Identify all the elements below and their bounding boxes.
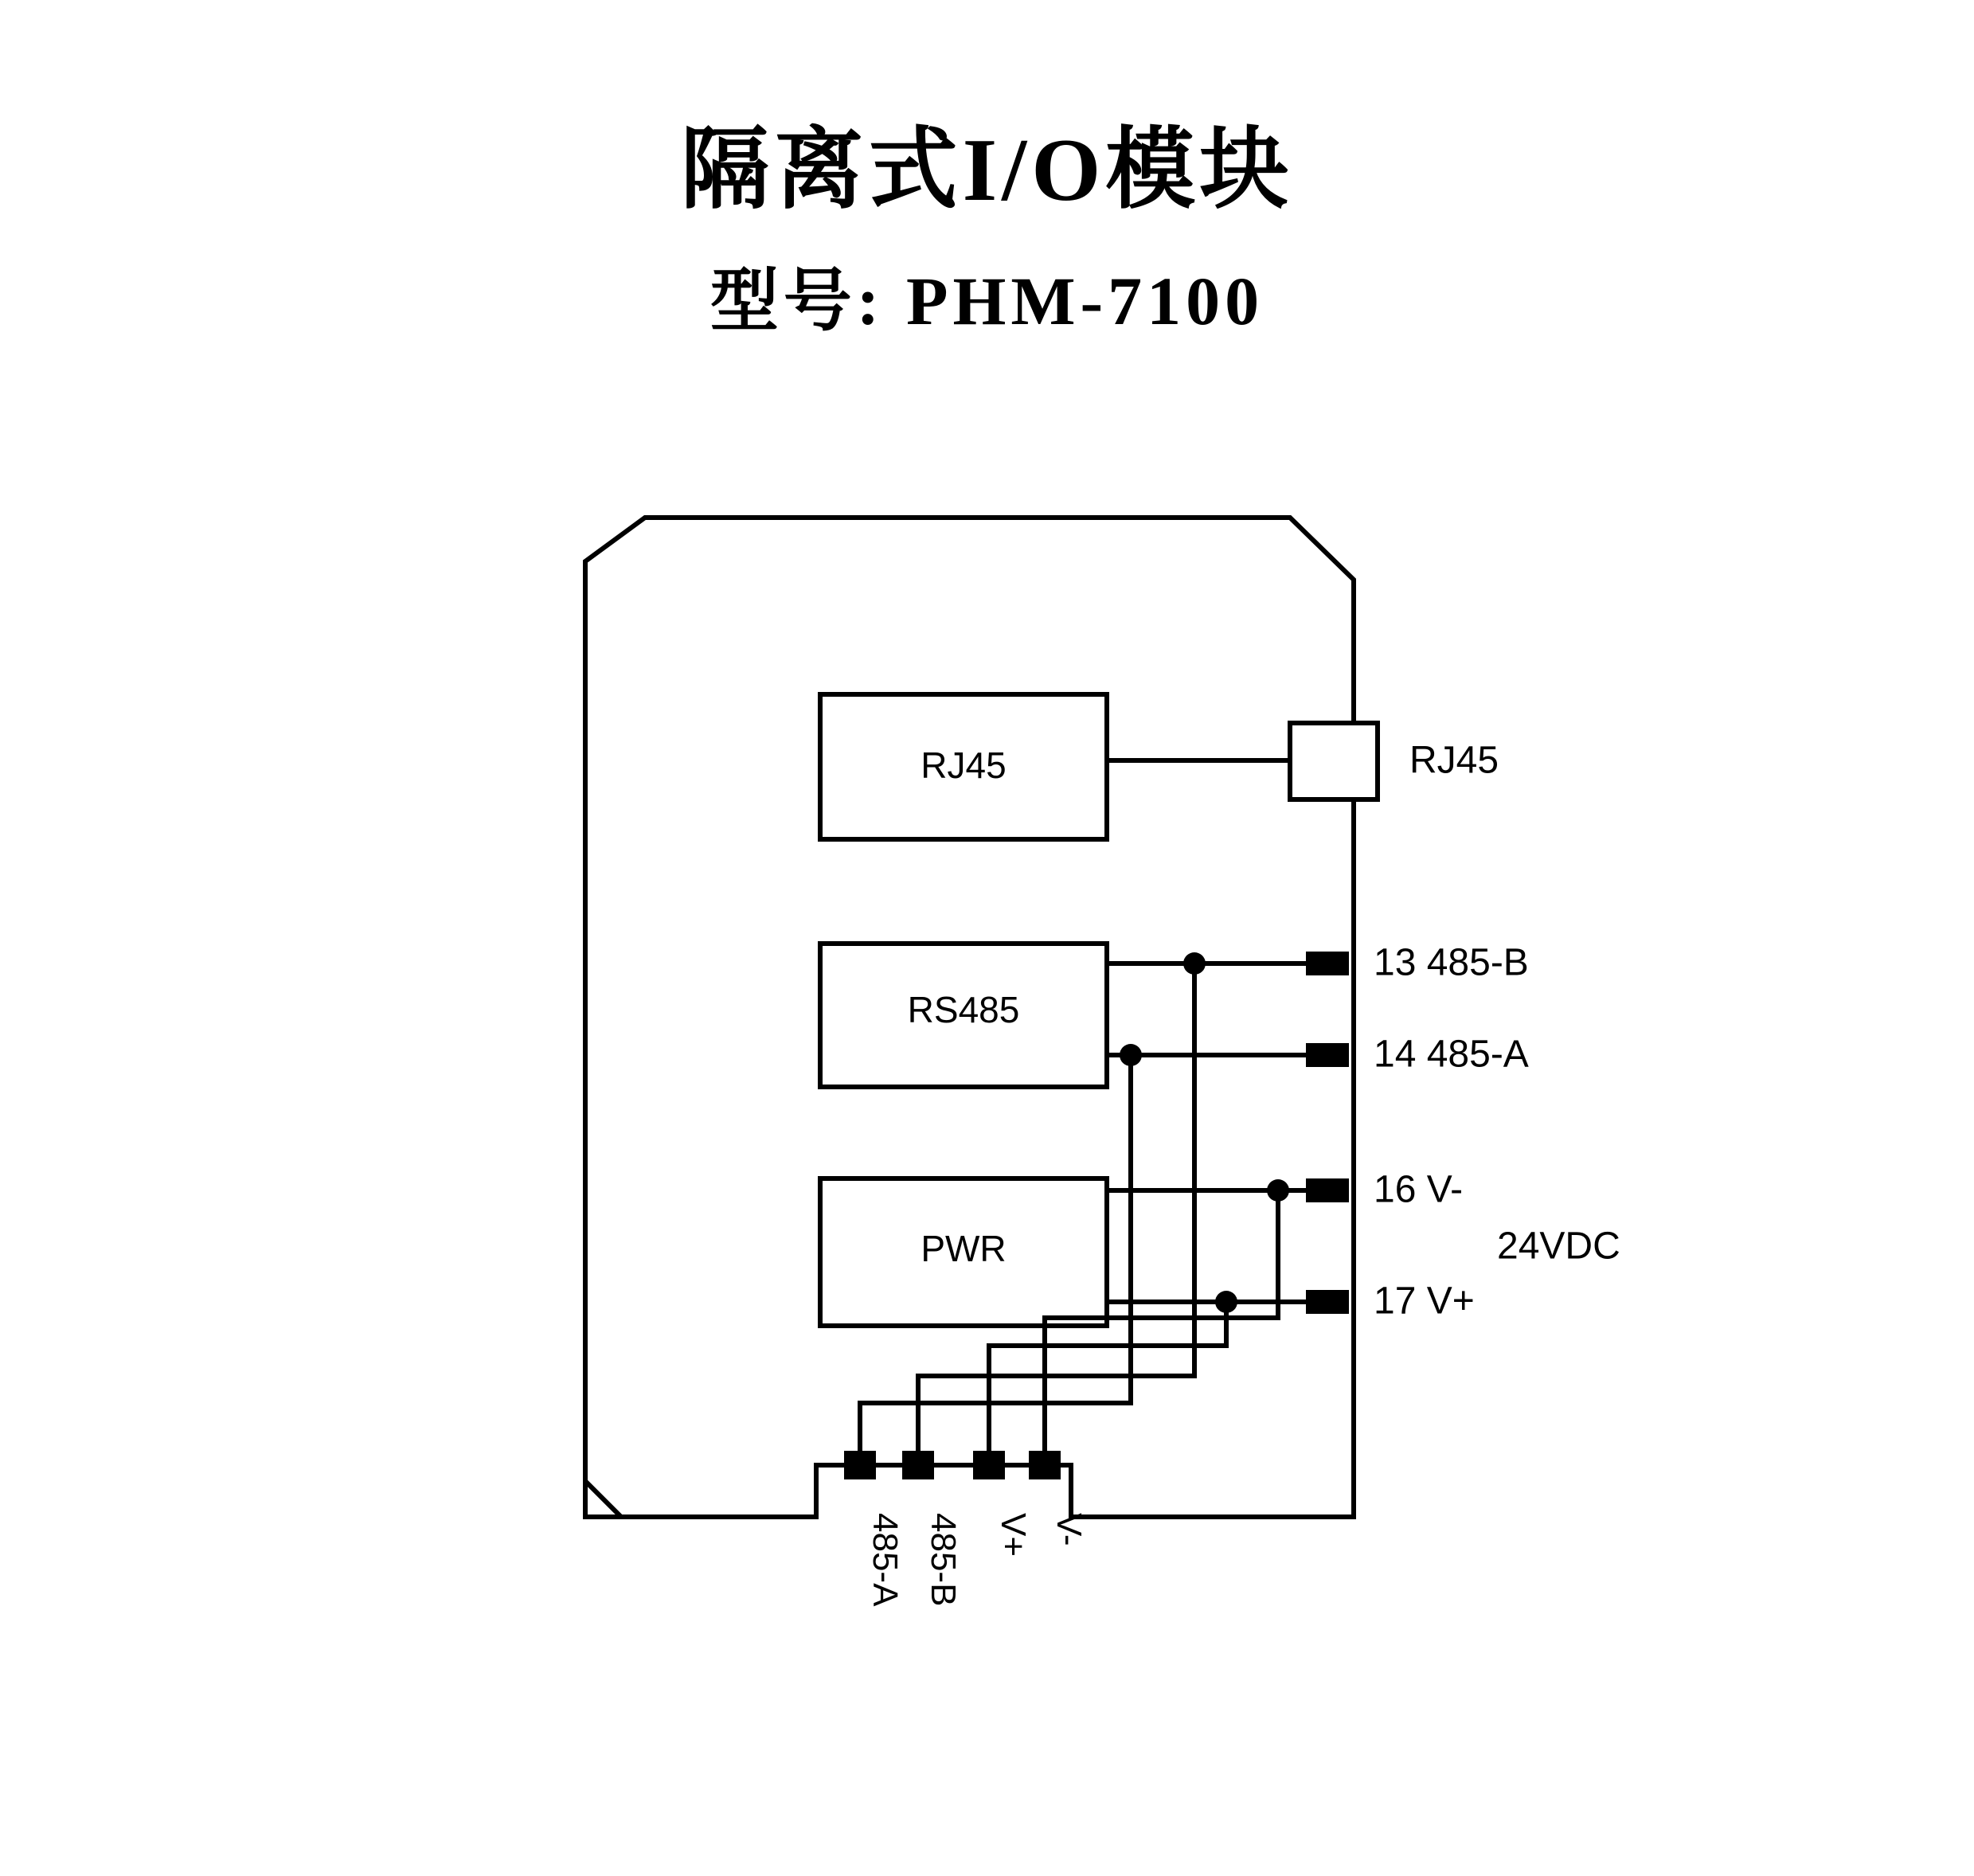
page-title: 隔离式I/O模块 (680, 121, 1294, 220)
bottom-pad-485b (902, 1451, 934, 1479)
power-note: 24VDC (1497, 1225, 1620, 1268)
rs485-block-label: RS485 (907, 989, 1020, 1031)
bottom-terminal-label-vplus: V+ (994, 1513, 1033, 1557)
terminal-pad-16 (1306, 1178, 1349, 1202)
terminal-pad-13 (1306, 952, 1349, 975)
pwr-block-label: PWR (921, 1228, 1007, 1270)
rj45-connector-label: RJ45 (1409, 739, 1499, 782)
terminal-label-16: 16 V- (1374, 1168, 1464, 1211)
rj45-connector (1290, 723, 1378, 799)
terminal-label-17: 17 V+ (1374, 1280, 1475, 1323)
terminal-label-13: 13 485-B (1374, 941, 1529, 984)
terminal-pad-14 (1306, 1043, 1349, 1067)
bottom-terminal-label-485b: 485-B (924, 1513, 963, 1607)
bottom-terminal-label-485a: 485-A (866, 1513, 905, 1607)
bottom-pad-vplus (973, 1451, 1005, 1479)
rj45-block-label: RJ45 (921, 745, 1007, 787)
bottom-pad-485a (844, 1451, 876, 1479)
terminal-pad-17 (1306, 1290, 1349, 1314)
model-subtitle: 型号: PHM-7100 (709, 262, 1265, 339)
terminal-label-14: 14 485-A (1374, 1033, 1529, 1076)
bottom-terminal-label-vminus: V- (1050, 1513, 1089, 1546)
bottom-pad-vminus (1029, 1451, 1061, 1479)
